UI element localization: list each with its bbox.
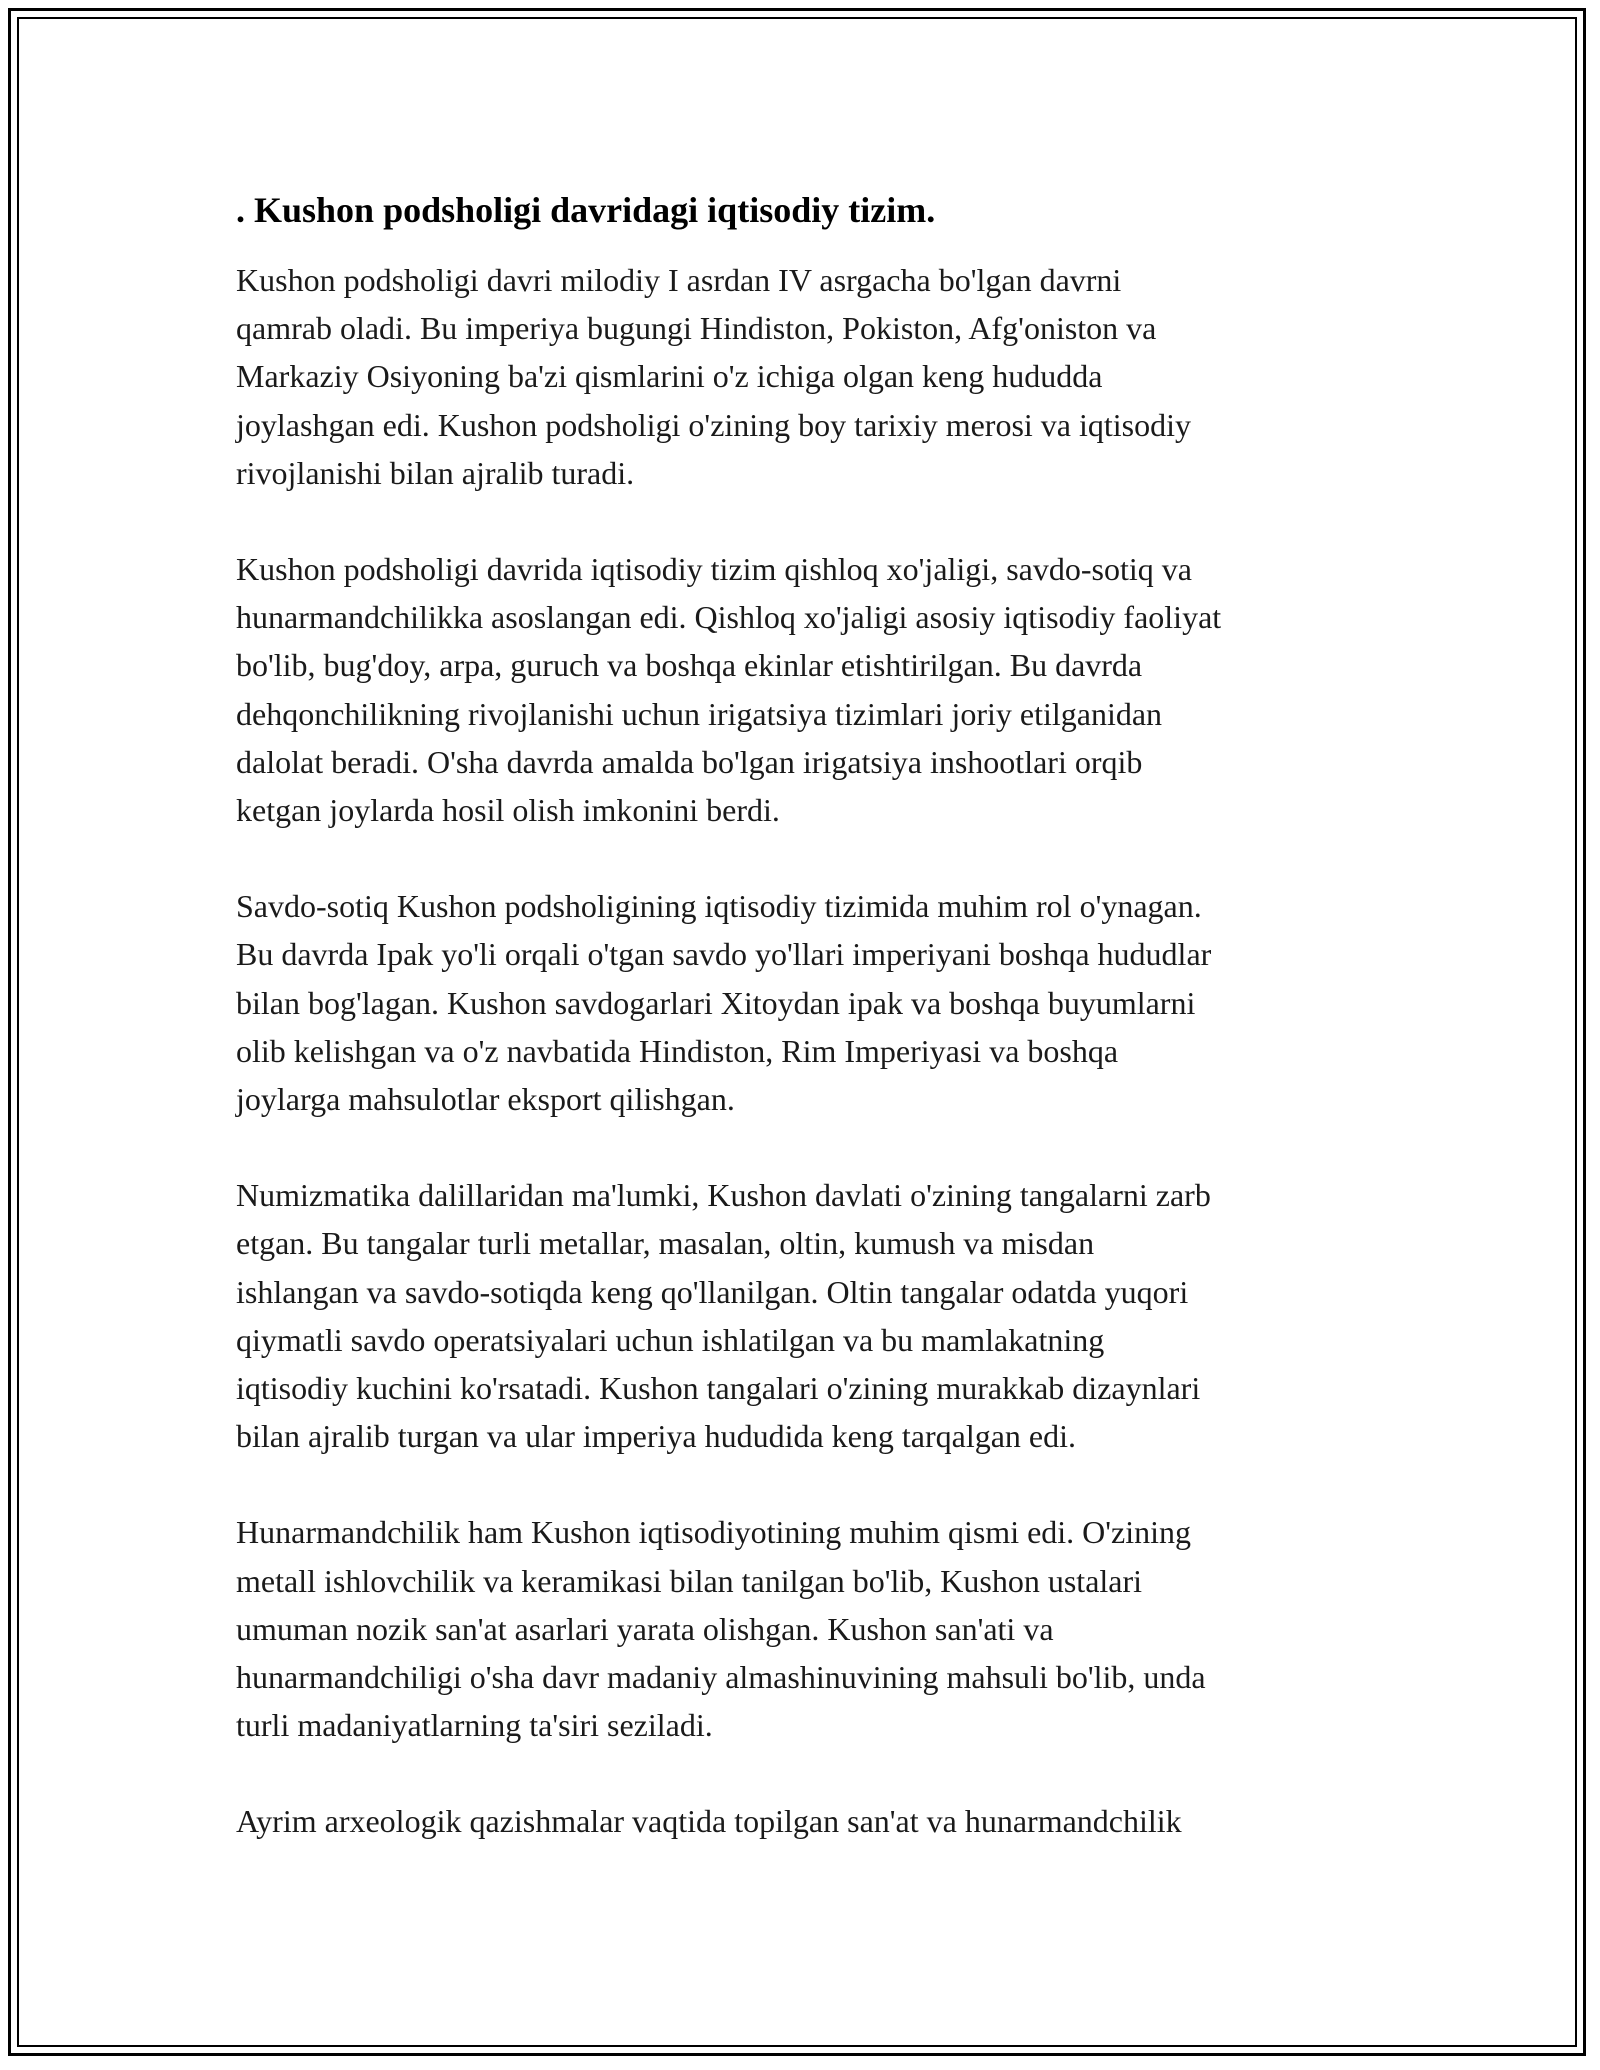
- paragraph-line: Kushon podsholigi davrida iqtisodiy tizim qishloq xo'jaligi, savdo-sotiq va: [236, 551, 1192, 588]
- paragraph-line: joylarga mahsulotlar eksport qilishgan.: [236, 1081, 735, 1118]
- paragraph-line: hunarmandchiligi o'sha davr madaniy almashinuvining mahsuli bo'lib, unda: [236, 1659, 1206, 1696]
- paragraph-line: metall ishlovchilik va keramikasi bilan tanilgan bo'lib, Kushon ustalari: [236, 1562, 1143, 1599]
- paragraph-5: [236, 1508, 1386, 1749]
- paragraph-line: rivojlanishi bilan ajralib turadi.: [236, 454, 635, 491]
- paragraph-line: turli madaniyatlarning ta'siri seziladi.: [236, 1707, 713, 1744]
- paragraph-line: ketgan joylarda hosil olish imkonini berdi.: [236, 792, 780, 829]
- paragraph-line: hunarmandchilikka asoslangan edi. Qishloq xo'jaligi asosiy iqtisodiy faoliyat: [236, 599, 1222, 636]
- paragraph-line: qamrab oladi. Bu imperiya bugungi Hindiston, Pokiston, Afg'oniston va: [236, 310, 1157, 347]
- paragraph-line: etgan. Bu tangalar turli metallar, masalan, oltin, kumush va misdan: [236, 1225, 1095, 1262]
- paragraph-line: bilan bog'lagan. Kushon savdogarlari Xitoydan ipak va boshqa buyumlarni: [236, 984, 1196, 1021]
- paragraph-line: bo'lib, bug'doy, arpa, guruch va boshqa ekinlar etishtirilgan. Bu davrda: [236, 647, 1143, 684]
- paragraph-line: joylashgan edi. Kushon podsholigi o'zining boy tarixiy merosi va iqtisodiy: [236, 406, 1192, 443]
- paragraph-line: dehqonchilikning rivojlanishi uchun irigatsiya tizimlari joriy etilganidan: [236, 695, 1163, 732]
- paragraph-4: [236, 1171, 1386, 1460]
- paragraph-line: Markaziy Osiyoning ba'zi qismlarini o'z ichiga olgan keng hududda: [236, 358, 1103, 395]
- paragraph-line: Ayrim arxeologik qazishmalar vaqtida topilgan san'at va hunarmandchilik: [236, 1803, 1182, 1840]
- paragraph-line: Numizmatika dalillaridan ma'lumki, Kushon davlati o'zining tangalarni zarb: [236, 1177, 1211, 1214]
- paragraph-line: qiymatli savdo operatsiyalari uchun ishlatilgan va bu mamlakatning: [236, 1321, 1105, 1358]
- paragraph-line: olib kelishgan va o'z navbatida Hindiston, Rim Imperiyasi va boshqa: [236, 1032, 1119, 1069]
- paragraph-3: [236, 882, 1386, 1123]
- paragraph-6: [236, 1797, 1386, 1845]
- paragraph-1: [236, 256, 1386, 497]
- paragraph-line: Hunarmandchilik ham Kushon iqtisodiyotining muhim qismi edi. O'zining: [236, 1514, 1192, 1551]
- paragraph-line: iqtisodiy kuchini ko'rsatadi. Kushon tangalari o'zining murakkab dizaynlari: [236, 1370, 1201, 1407]
- paragraph-line: dalolat beradi. O'sha davrda amalda bo'lgan irigatsiya inshootlari orqib: [236, 743, 1143, 780]
- document-body: [236, 186, 1386, 1894]
- document-title: . Kushon podsholigi davridagi iqtisodiy tizim.: [236, 190, 936, 230]
- paragraph-line: ishlangan va savdo-sotiqda keng qo'llanilgan. Oltin tangalar odatda yuqori: [236, 1273, 1189, 1310]
- paragraph-line: Kushon podsholigi davri milodiy I asrdan IV asrgacha bo'lgan davrni: [236, 262, 1122, 298]
- paragraph-line: Bu davrda Ipak yo'li orqali o'tgan savdo yo'llari imperiyani boshqa hududlar: [236, 936, 1212, 973]
- paragraph-line: umuman nozik san'at asarlari yarata olishgan. Kushon san'ati va: [236, 1610, 1054, 1647]
- paragraph-line: bilan ajralib turgan va ular imperiya hududida keng tarqalgan edi.: [236, 1418, 1077, 1455]
- paragraph-line: Savdo-sotiq Kushon podsholigining iqtisodiy tizimida muhim rol o'ynagan.: [236, 888, 1202, 925]
- paragraph-2: [236, 545, 1386, 834]
